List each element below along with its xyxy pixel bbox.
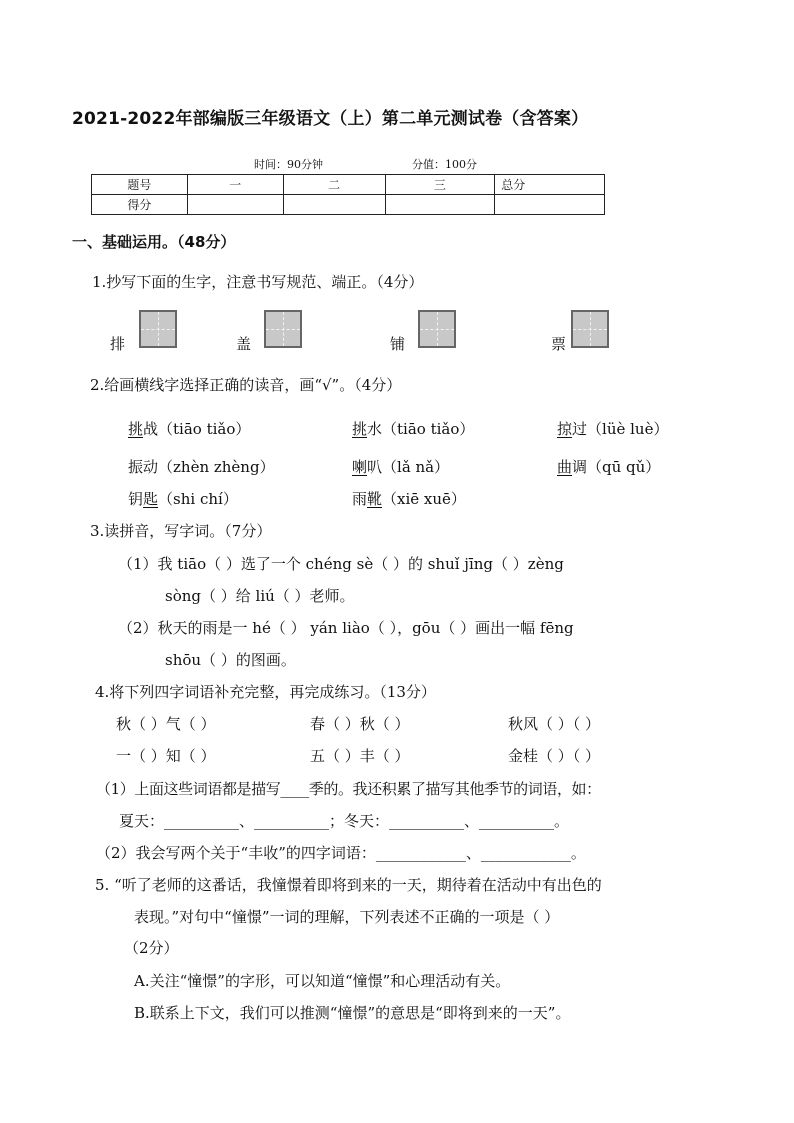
score-input-cell[interactable] — [495, 195, 605, 215]
pinyin-choice-item[interactable] — [128, 456, 275, 477]
pinyin-options: 过（lüè luè） — [572, 420, 669, 438]
pinyin-choice-item[interactable] — [557, 456, 660, 477]
idiom-blank[interactable]: 秋风（ ）（ ） — [508, 715, 601, 733]
pinyin-choice-item[interactable] — [352, 456, 449, 477]
score-table-header-cell: 三 — [385, 175, 495, 195]
exam-time: 时间：90分钟 — [254, 158, 323, 171]
page-title: 2021-2022年部编版三年级语文（上）第二单元测试卷（含答案） — [72, 109, 589, 129]
underlined-char: 喇 — [352, 458, 368, 476]
underlined-char: 靴 — [367, 490, 383, 508]
question-3-line: （1）我 tiāo（ ）选了一个 chéng sè（ ）的 shuǐ jīng（ ）zèng — [118, 555, 564, 573]
pinyin-options: （shi chí） — [158, 490, 238, 508]
pinyin-options: （xiē xuē） — [382, 490, 466, 508]
pinyin-options: 振动（zhèn zhèng） — [128, 458, 275, 476]
score-input-cell[interactable] — [187, 195, 283, 215]
writing-grid-box[interactable] — [264, 310, 302, 348]
question-3-line: shōu（ ）的图画。 — [165, 651, 296, 669]
idiom-blank[interactable]: 一（ ）知（ ） — [116, 747, 216, 765]
exam-total-score: 分值：100分 — [412, 158, 477, 171]
answer-option[interactable]: A.关注“憧憬”的字形，可以知道“憧憬”和心理活动有关。 — [134, 972, 511, 990]
score-table-header-cell: 题号 — [92, 175, 188, 195]
score-input-cell[interactable] — [385, 195, 495, 215]
question-4-sub: （1）上面这些词语都是描写____季的。我还积累了描写其他季节的词语，如： — [96, 780, 601, 798]
copy-char: 排 — [110, 335, 126, 353]
answer-option[interactable]: B.联系上下文，我们可以推测“憧憬”的意思是“即将到来的一天”。 — [134, 1004, 571, 1022]
char-prefix: 雨 — [352, 490, 368, 508]
question-3-line: sòng（ ）给 liú（ ）老师。 — [165, 587, 355, 605]
score-table-header-cell: 一 — [187, 175, 283, 195]
score-table-header-row — [92, 175, 605, 195]
question-3-line: （2）秋天的雨是一 hé（ ） yán liào（ ），gōu（ ）画出一幅 fēng — [118, 619, 574, 637]
underlined-char: 匙 — [143, 490, 159, 508]
section-heading: 一、基础运用。（48分） — [72, 233, 236, 251]
copy-char: 盖 — [236, 335, 252, 353]
underlined-char: 掠 — [557, 420, 573, 438]
score-table-row-label: 得分 — [92, 195, 188, 215]
question-5-line: 5. “听了老师的这番话，我憧憬着即将到来的一天，期待着在活动中有出色的 — [95, 876, 602, 894]
underlined-char: 挑 — [128, 420, 144, 438]
question-5-points: （2分） — [124, 939, 179, 957]
idiom-blank[interactable]: 秋（ ）气（ ） — [116, 715, 216, 733]
pinyin-choice-item[interactable] — [128, 418, 250, 439]
question-2-text: 2.给画横线字选择正确的读音，画“√”。（4分） — [90, 376, 402, 394]
question-3-text: 3.读拼音，写字词。（7分） — [90, 522, 272, 540]
idiom-blank[interactable]: 金桂（ ）（ ） — [508, 747, 601, 765]
copy-char: 票 — [551, 335, 567, 353]
idiom-blank[interactable]: 春（ ）秋（ ） — [310, 715, 410, 733]
pinyin-choice-item[interactable] — [128, 488, 238, 509]
idiom-blank[interactable]: 五（ ）丰（ ） — [310, 747, 410, 765]
pinyin-options: 调（qū qǔ） — [572, 458, 661, 476]
char-prefix: 钥 — [128, 490, 144, 508]
pinyin-choice-item[interactable] — [352, 488, 466, 509]
underlined-char: 曲 — [557, 458, 573, 476]
score-input-cell[interactable] — [283, 195, 385, 215]
pinyin-options: 水（tiāo tiǎo） — [367, 420, 475, 438]
writing-grid-box[interactable] — [418, 310, 456, 348]
question-5-line: 表现。”对句中“憧憬”一词的理解，下列表述不正确的一项是（ ） — [134, 908, 560, 926]
question-1-text: 1.抄写下面的生字，注意书写规范、端正。（4分） — [92, 273, 424, 291]
question-4-sub: 夏天：__________、__________；冬天：__________、__________。 — [119, 812, 570, 830]
score-table-score-row — [92, 195, 605, 215]
question-4-text: 4.将下列四字词语补充完整，再完成练习。（13分） — [95, 683, 436, 701]
score-table-header-cell: 总分 — [495, 175, 605, 195]
pinyin-choice-item[interactable] — [557, 418, 668, 439]
score-table-header-cell: 二 — [283, 175, 385, 195]
copy-char: 铺 — [390, 335, 406, 353]
pinyin-options: 战（tiāo tiǎo） — [143, 420, 251, 438]
writing-grid-box[interactable] — [139, 310, 177, 348]
underlined-char: 挑 — [352, 420, 368, 438]
pinyin-options: 叭（lǎ nǎ） — [367, 458, 450, 476]
question-4-sub: （2）我会写两个关于“丰收”的四字词语：____________、____________。 — [96, 844, 586, 862]
score-table — [91, 174, 605, 215]
pinyin-choice-item[interactable] — [352, 418, 474, 439]
writing-grid-box[interactable] — [571, 310, 609, 348]
